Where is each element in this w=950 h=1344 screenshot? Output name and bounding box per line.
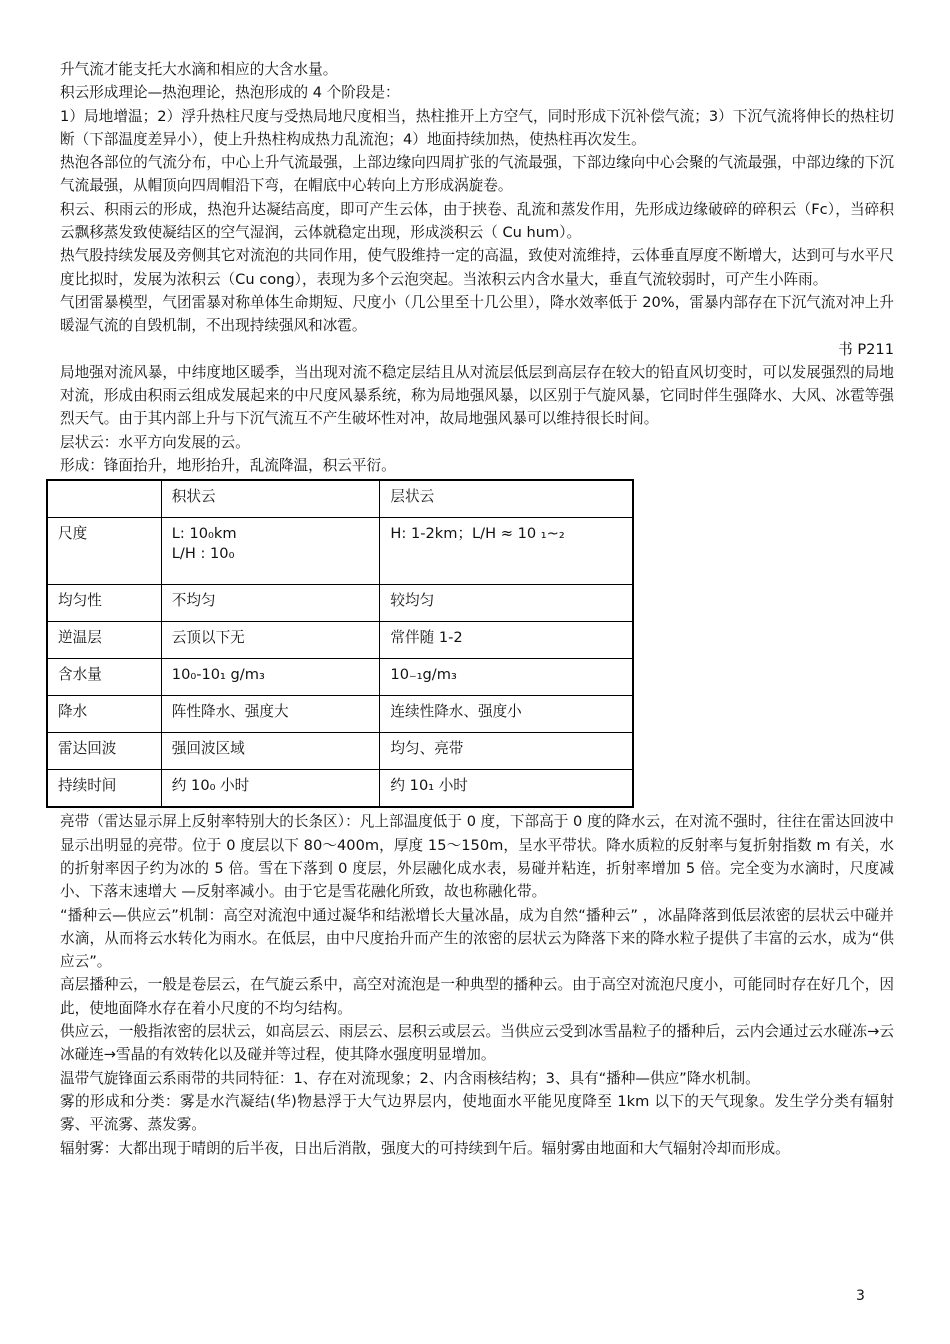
table-row: [47, 733, 633, 770]
table-header-cell: 积状云: [161, 480, 380, 518]
table-row: [47, 585, 633, 622]
row-label: 持续时间: [47, 770, 161, 808]
row-label: 逆温层: [47, 622, 161, 659]
stratiform-cell: 均匀、亮带: [380, 733, 633, 770]
table-row: [47, 696, 633, 733]
document-body: [60, 58, 894, 1160]
cumuliform-cell: 阵性降水、强度大: [161, 696, 380, 733]
cell-line: L/H : 10₀: [171, 545, 235, 563]
row-label: 含水量: [47, 659, 161, 696]
table-row: [47, 770, 633, 808]
paragraph: 高层播种云，一般是卷层云，在气旋云系中，高空对流泡是一种典型的播种云。由于高空对流泡尺度小，可能同时存在好几个，因此，使地面降水存在着小尺度的不均匀结构。: [60, 976, 894, 1017]
row-label: 均匀性: [47, 585, 161, 622]
table-header-cell: 层状云: [380, 480, 633, 518]
paragraph: 气团雷暴模型，气团雷暴对称单体生命期短、尺度小（几公里至十几公里），降水效率低于 20%，雷暴内部存在下沉气流对冲上升暖湿气流的自毁机制，不出现持续强风和冰雹。: [60, 293, 894, 335]
paragraph: “播种云—供应云”机制：高空对流泡中通过凝华和结淞增长大量冰晶，成为自然“播种云” ，冰晶降落到低层浓密的层状云中碰并水滴，从而将云水转化为雨水。在低层，由中尺度抬升而产生的浓密的层状云为降落下来的降水粒子提供了丰富的云水，成为“供应云”。: [60, 906, 894, 971]
paragraph: 升气流才能支托大水滴和相应的大含水量。: [60, 61, 338, 78]
row-label: 雷达回波: [47, 733, 161, 770]
paragraph: 辐射雾：大都出现于晴朗的后半夜，日出后消散，强度大的可持续到午后。辐射雾由地面和大气辐射冷却而形成。: [60, 1139, 790, 1157]
table-row: [47, 659, 633, 696]
paragraph: 积云形成理论—热泡理论，热泡形成的 4 个阶段是：: [60, 84, 400, 102]
table-row: [47, 622, 633, 659]
cumuliform-cell: 云顶以下无: [161, 622, 380, 659]
page-number: 3: [856, 1288, 865, 1304]
stratiform-cell: 常伴随 1-2: [380, 622, 633, 659]
paragraph: 温带气旋锋面云系雨带的共同特征：1、存在对流现象；2、内含雨核结构；3、具有“播种—供应”降水机制。: [60, 1069, 760, 1087]
stratiform-cell: 约 10₁ 小时: [380, 770, 633, 808]
book-reference: 书 P211: [838, 340, 894, 358]
stratiform-cell: 10₋₁g/m₃: [380, 659, 633, 696]
cumuliform-cell: [161, 518, 380, 585]
table-row: [47, 518, 633, 585]
paragraph: 形成：锋面抬升，地形抬升，乱流降温，积云平衍。: [60, 457, 396, 475]
paragraph: 热气股持续发展及旁侧其它对流泡的共同作用，使气股维持一定的高温，致使对流维持，云体垂直厚度不断增大，达到可与水平尺度比拟时，发展为浓积云（Cu cong），表现为多个云泡突起。当浓积云内含水量大，垂直气流较弱时，可产生小阵雨。: [60, 247, 894, 288]
paragraph: 积云、积雨云的形成，热泡升达凝结高度，即可产生云体，由于挟卷、乱流和蒸发作用，先形成边缘破碎的碎积云（Fc），当碎积云飘移蒸发致使凝结区的空气湿润，云体就稳定出现，形成淡积云（ Cu hum）。: [60, 200, 894, 242]
table-header-cell: [47, 480, 161, 518]
row-label: 尺度: [47, 518, 161, 585]
paragraph: 层状云：水平方向发展的云。: [60, 433, 250, 451]
paragraph: 1）局地增温；2）浮升热柱尺度与受热局地尺度相当，热柱推开上方空气，同时形成下沉补偿气流；3）下沉气流将伸长的热柱切断（下部温度差异小），使上升热柱构成热力乱流泡；4）地面持续加热，使热柱再次发生。: [60, 107, 894, 148]
cumuliform-cell: 不均匀: [161, 585, 380, 622]
paragraph: 亮带（雷达显示屏上反射率特别大的长条区）：凡上部温度低于 0 度，下部高于 0 度的降水云，在对流不强时，往往在雷达回波中显示出明显的亮带。位于 0 度层以下 80～400m，厚度 15～150m，呈水平带状。降水质粒的反射率与复折射指数 m 有关，水的折射率因子约为冰的 5 倍。雪在下落到 0 度层，外层融化成水表，易碰并粘连，折射率增加 5 倍。完全变为水滴时，尺度减小、下落末速增大 —反射率减小。由于它是雪花融化所致，故也称融化带。: [60, 813, 894, 901]
paragraph: 供应云，一般指浓密的层状云，如高层云、雨层云、层积云或层云。当供应云受到冰雪晶粒子的播种后，云内会通过云水碰冻→云冰碰连→雪晶的有效转化以及碰并等过程，使其降水强度明显增加。: [60, 1023, 894, 1064]
cumuliform-cell: 约 10₀ 小时: [161, 770, 380, 808]
paragraph: 热泡各部位的气流分布，中心上升气流最强，上部边缘向四周扩张的气流最强，下部边缘向中心会聚的气流最强，中部边缘的下沉气流最强，从帽顶向四周帽沿下弯，在帽底中心转向上方形成涡旋卷。: [60, 154, 894, 195]
cloud-comparison-table: [46, 479, 634, 808]
row-label: 降水: [47, 696, 161, 733]
stratiform-cell: 较均匀: [380, 585, 633, 622]
cumuliform-cell: 强回波区域: [161, 733, 380, 770]
cell-line: L: 10₀km: [171, 525, 237, 543]
paragraph: 局地强对流风暴，中纬度地区暖季，当出现对流不稳定层结且从对流层低层到高层存在较大的铅直风切变时，可以发展强烈的局地对流，形成由积雨云组成发展起来的中尺度风暴系统，称为局地强风暴，以区别于气旋风暴，它同时伴生强降水、大风、冰雹等强烈天气。由于其内部上升与下沉气流互不产生破坏性对冲，故局地强风暴可以维持很长时间。: [60, 363, 894, 428]
paragraph: 雾的形成和分类：雾是水汽凝结(华)物悬浮于大气边界层内，使地面水平能见度降至 1km 以下的天气现象。发生学分类有辐射雾、平流雾、蒸发雾。: [60, 1092, 894, 1134]
stratiform-cell: H: 1-2km；L/H ≈ 10 ₁~₂: [380, 518, 633, 585]
cumuliform-cell: 10₀-10₁ g/m₃: [161, 659, 380, 696]
table-header-row: [47, 480, 633, 518]
stratiform-cell: 连续性降水、强度小: [380, 696, 633, 733]
